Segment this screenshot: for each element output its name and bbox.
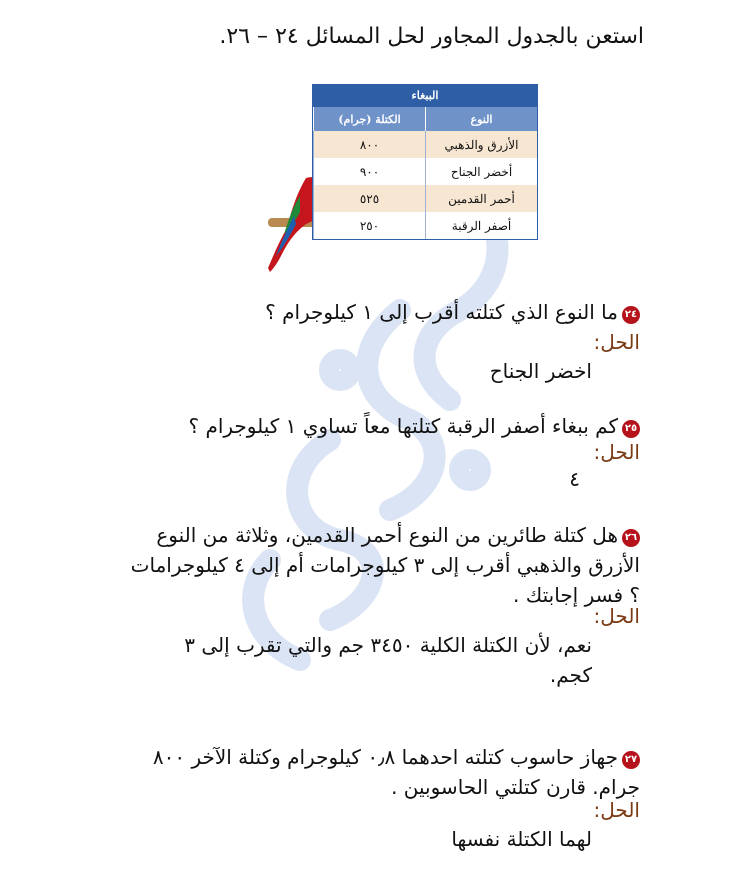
cell-mass: ٥٢٥ [313, 185, 425, 212]
solution-label: الحل: [593, 330, 640, 354]
instructions-text: استعن بالجدول المجاور لحل المسائل ٢٤ – ٢٦. [219, 24, 644, 49]
table-row [313, 158, 537, 185]
header-type: النوع [425, 107, 537, 131]
cell-type: أخضر الجناح [425, 158, 537, 185]
table-row [313, 212, 537, 239]
solution-label: الحل: [593, 440, 640, 464]
table-row [313, 131, 537, 158]
question-number-badge: ٢٥ [622, 420, 640, 438]
table-title: الببغاء [313, 85, 537, 107]
question-number-badge: ٢٧ [622, 751, 640, 769]
cell-type: أحمر القدمين [425, 185, 537, 212]
solution-label: الحل: [593, 604, 640, 628]
parrot-mass-table [312, 84, 538, 240]
header-mass: الكتلة (جرام) [313, 107, 425, 131]
question-26 [120, 520, 640, 610]
cell-type: الأزرق والذهبي [425, 131, 537, 158]
question-24 [120, 298, 640, 326]
table-header-row [313, 107, 537, 131]
question-text: كم ببغاء أصفر الرقبة كتلتها معاً تساوي ١ كيلوجرام ؟ [188, 414, 618, 438]
cell-mass: ٢٥٠ [313, 212, 425, 239]
question-text: جهاز حاسوب كتلته احدهما ٠٫٨ كيلوجرام وكتلة الآخر ٨٠٠ جرام. قارن كتلتي الحاسوبين . [152, 745, 640, 799]
cell-type: أصفر الرقبة [425, 212, 537, 239]
table-row [313, 185, 537, 212]
question-27 [100, 742, 640, 802]
solution-label: الحل: [593, 798, 640, 822]
answer-25: ٤ [569, 467, 580, 491]
table-body [313, 131, 537, 239]
question-number-badge: ٢٦ [622, 529, 640, 547]
answer-27: لهما الكتلة نفسها [451, 827, 592, 851]
question-25 [100, 412, 640, 440]
cell-mass: ٩٠٠ [313, 158, 425, 185]
question-text: ما النوع الذي كتلته أقرب إلى ١ كيلوجرام ؟ [265, 300, 618, 324]
question-text: هل كتلة طائرين من النوع أحمر القدمين، وثلاثة من النوع الأزرق والذهبي أقرب إلى ٣ كيلوجرامات أم إلى ٤ كيلوجرامات ؟ فسر إجابتك . [130, 523, 640, 607]
answer-24: اخضر الجناح [489, 359, 592, 383]
answer-26: نعم، لأن الكتلة الكلية ٣٤٥٠ جم والتي تقرب إلى ٣ كجم. [184, 633, 592, 687]
question-number-badge: ٢٤ [622, 306, 640, 324]
cell-mass: ٨٠٠ [313, 131, 425, 158]
